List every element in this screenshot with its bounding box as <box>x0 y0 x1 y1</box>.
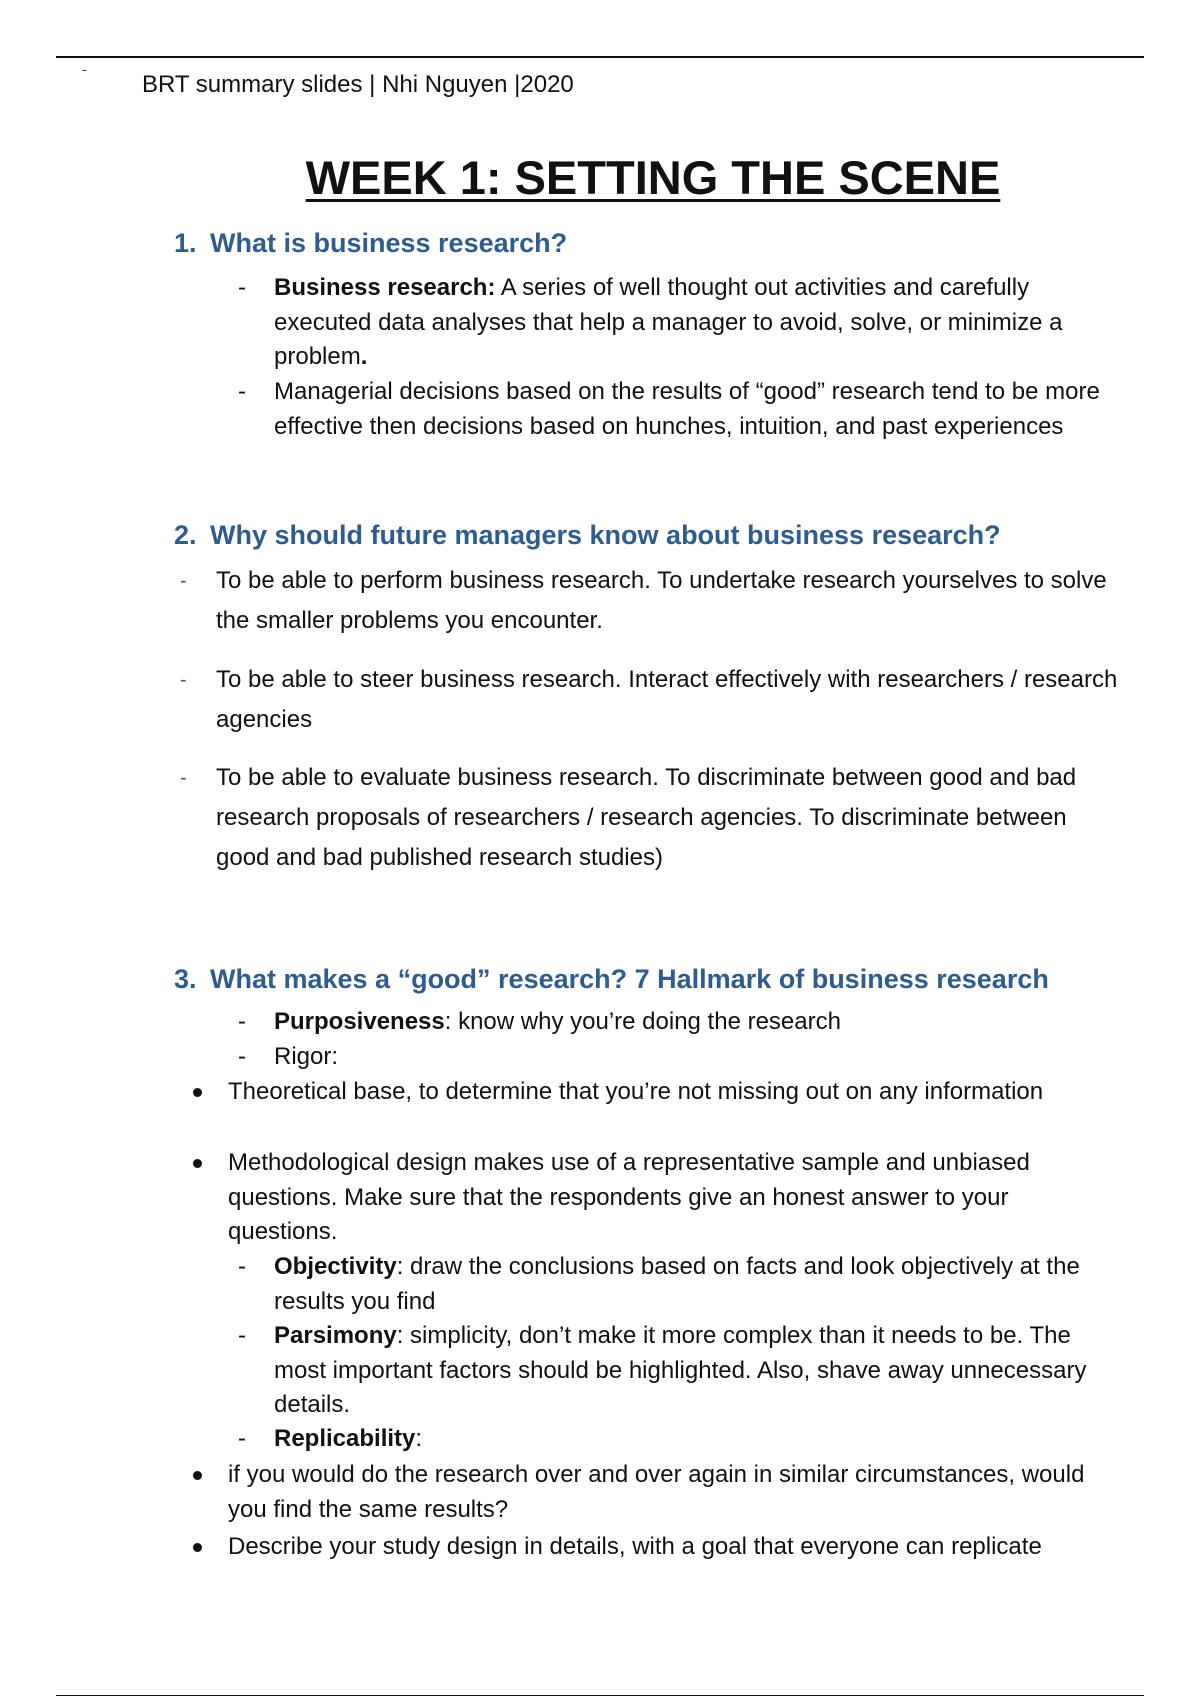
section-3-number: 3. <box>174 964 197 994</box>
section-3-heading-text: What makes a “good” research? 7 Hallmark of business research <box>210 964 1049 994</box>
s1-item-1-term: Business research: <box>274 274 496 301</box>
s3-item-purposiveness <box>274 1005 1124 1040</box>
s3-term-purposiveness: Purposiveness <box>274 1008 445 1035</box>
bullet-dash: - <box>180 570 187 592</box>
s3-text-parsimony: : simplicity, don’t make it more complex than it needs to be. The most important factors should be highlighted. Also, shave away unnecessary details. <box>274 1322 1087 1418</box>
s3-item-rigor: Rigor: <box>274 1043 339 1070</box>
header-rule <box>56 56 1144 58</box>
s3-text-replicability: : <box>415 1425 423 1452</box>
s2-item-1: To be able to perform business research. To undertake research yourselves to solve the smaller problems you encounter. <box>216 567 1107 634</box>
s3-item-methodological-design: Methodological design makes use of a representative sample and unbiased questions. Make sure that the respondents give an honest answer to your questions. <box>228 1149 1030 1245</box>
bullet-dash: - <box>238 378 246 405</box>
s3-term-parsimony: Parsimony <box>274 1322 397 1349</box>
s3-item-study-design: Describe your study design in details, with a goal that everyone can replicate <box>228 1533 1042 1560</box>
s3-item-same-results: if you would do the research over and over again in similar circumstances, would you find the same results? <box>228 1461 1085 1523</box>
s3-item-objectivity <box>274 1250 1124 1319</box>
bullet-dash: - <box>238 1322 246 1349</box>
s3-term-replicability: Replicability <box>274 1425 416 1452</box>
page-title-text: WEEK 1: SETTING THE SCENE <box>305 151 1001 204</box>
bullet-dash: - <box>180 767 187 789</box>
s3-text-purposiveness: : know why you’re doing the research <box>444 1008 841 1035</box>
bullet-dash: - <box>238 1253 246 1280</box>
s2-item-3: To be able to evaluate business research. To discriminate between good and bad research proposals of researchers / research agencies. To discriminate between good and bad published research studies) <box>216 764 1077 871</box>
s1-item-1 <box>274 271 1124 375</box>
footer-rule <box>56 1695 1144 1696</box>
s3-item-theoretical-base: Theoretical base, to determine that you’re not missing out on any information <box>228 1078 1044 1105</box>
s2-item-2: To be able to steer business research. Interact effectively with researchers / research agencies <box>216 666 1118 733</box>
s3-item-parsimony <box>274 1319 1124 1423</box>
bullet-dot <box>193 1088 202 1097</box>
section-2-heading <box>174 518 1001 552</box>
s1-item-2: Managerial decisions based on the results of “good” research tend to be more effective then decisions based on hunches, intuition, and past experiences <box>274 378 1100 440</box>
bullet-dot <box>193 1471 202 1480</box>
bullet-dash: - <box>238 274 246 301</box>
corner-mark: - <box>82 61 87 77</box>
section-1-heading <box>174 226 567 260</box>
bullet-dot <box>193 1543 202 1552</box>
s3-item-replicability <box>274 1422 1124 1457</box>
bullet-dash: - <box>238 1008 246 1035</box>
section-2-heading-text: Why should future managers know about business research? <box>210 520 1001 550</box>
running-header: BRT summary slides | Nhi Nguyen |2020 <box>142 71 574 98</box>
bullet-dash: - <box>180 669 187 691</box>
s1-item-1-end: . <box>360 343 368 370</box>
bullet-dot <box>193 1159 202 1168</box>
page-title <box>0 150 1200 206</box>
section-2-number: 2. <box>174 520 197 550</box>
bullet-dash: - <box>238 1043 246 1070</box>
s3-text-objectivity: : draw the conclusions based on facts and look objectively at the results you find <box>274 1253 1080 1315</box>
section-1-heading-text: What is business research? <box>210 228 568 258</box>
bullet-dash: - <box>238 1425 246 1452</box>
section-1-number: 1. <box>174 228 197 258</box>
section-3-heading <box>174 962 1049 996</box>
s1-item-1-text: A series of well thought out activities and carefully executed data analyses that help a manager to avoid, solve, or minimize a problem <box>274 274 1063 370</box>
s3-term-objectivity: Objectivity <box>274 1253 397 1280</box>
